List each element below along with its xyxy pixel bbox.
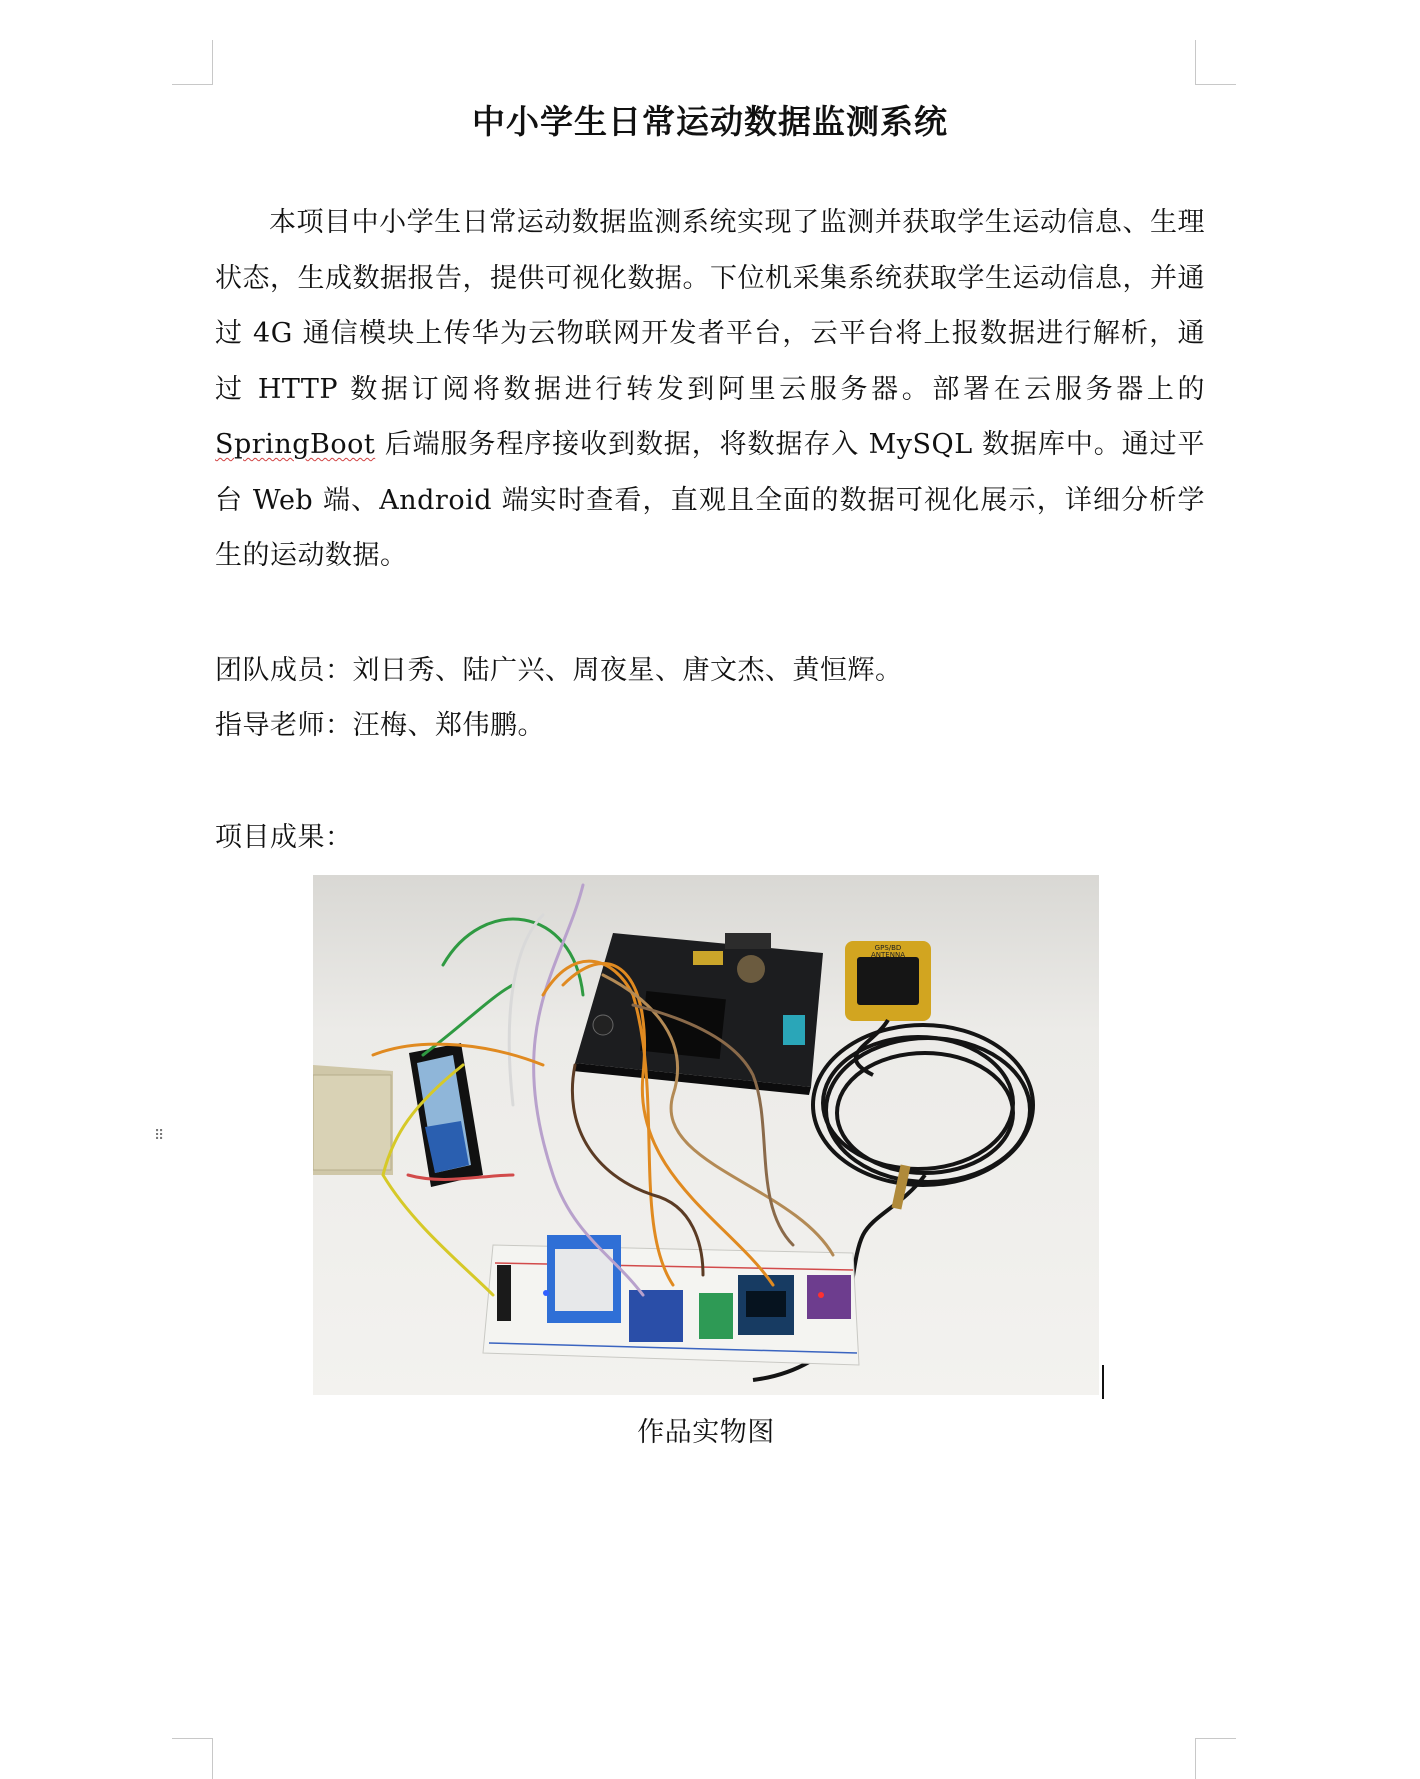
crop-mark-top-right [1195, 40, 1236, 85]
drag-handle-icon[interactable]: ⠿ [154, 1128, 165, 1144]
paragraph-text-after: 后端服务程序接收到数据，将数据存入 MySQL 数据库中。通过平台 Web 端、Android 端实时查看，直观且全面的数据可视化展示，详细分析学生的运动数据。 [215, 429, 1205, 571]
document-title: 中小学生日常运动数据监测系统 [472, 102, 948, 141]
project-photo-illustration [313, 875, 1099, 1395]
paragraph-text-before: 本项目中小学生日常运动数据监测系统实现了监测并获取学生运动信息、生理状态，生成数据报告，提供可视化数据。下位机采集系统获取学生运动信息，并通过 4G 通信模块上传华为云物联网开发者平台，云平台将上报数据进行解析，通过 HTTP 数据订阅将数据进行转发到阿里云服务器。部署在云服务器上的 [215, 207, 1205, 405]
lipo-battery [313, 1065, 393, 1175]
gps-antenna [845, 941, 931, 1021]
project-description-paragraph[interactable] [215, 195, 1205, 584]
text-cursor [1102, 1365, 1104, 1399]
crop-mark-bottom-right [1195, 1738, 1236, 1779]
crop-mark-bottom-left [172, 1738, 213, 1779]
project-photo[interactable] [313, 875, 1099, 1395]
figure-caption[interactable]: 作品实物图 [637, 1417, 775, 1448]
spellcheck-flagged-word[interactable]: SpringBoot [215, 429, 376, 460]
results-label[interactable]: 项目成果： [215, 822, 353, 853]
crop-mark-top-left [172, 40, 213, 85]
advisor-line[interactable]: 指导老师：汪梅、郑伟鹏。 [215, 710, 545, 741]
mcu-board [573, 933, 823, 1095]
team-members-line[interactable]: 团队成员：刘日秀、陆广兴、周夜星、唐文杰、黄恒辉。 [215, 655, 903, 686]
gps-label-line1: GPS/BD [874, 944, 902, 952]
gps-label-line2: ANTENNA [871, 951, 905, 959]
